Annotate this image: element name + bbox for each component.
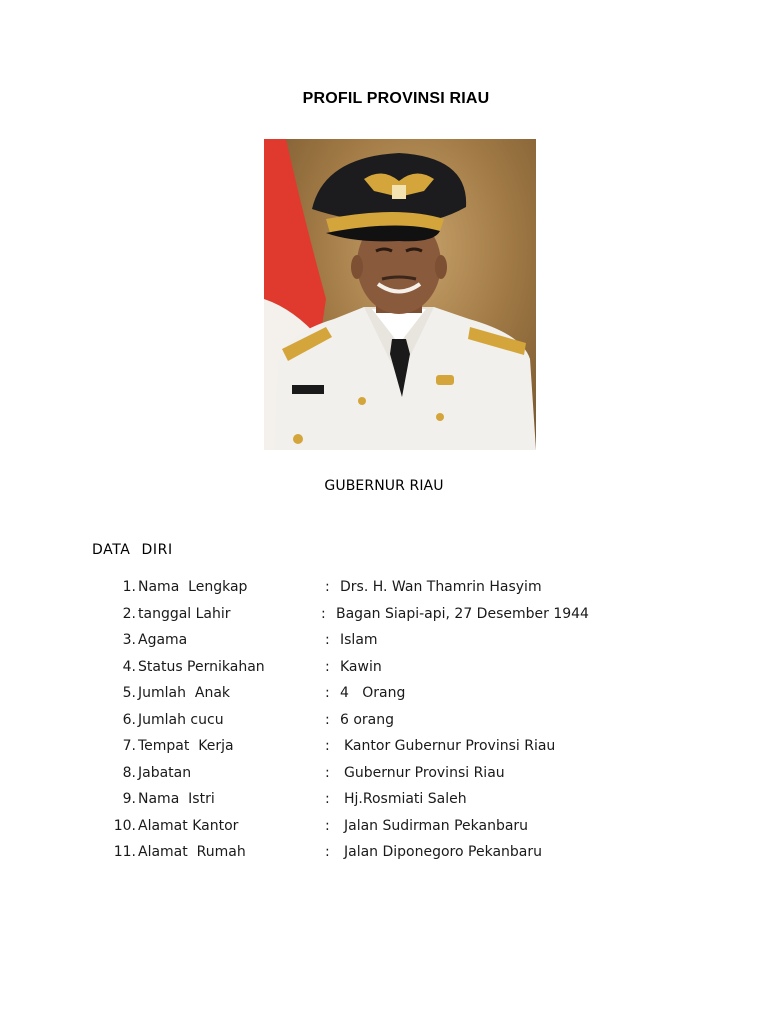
item-label: Jumlah Anak <box>138 685 231 701</box>
item-number: 7. <box>122 738 136 754</box>
item-label: Nama Istri <box>138 791 215 807</box>
item-value: 4 Orang <box>340 685 406 701</box>
item-separator: : <box>325 817 330 834</box>
governor-portrait-photo <box>264 139 536 450</box>
item-value: Drs. H. Wan Thamrin Hasyim <box>340 579 542 595</box>
item-label: Alamat Rumah <box>138 844 246 860</box>
item-number: 1. <box>122 579 136 595</box>
item-number: 3. <box>122 632 136 648</box>
item-label: Agama <box>138 632 188 648</box>
item-separator: : <box>325 791 330 807</box>
list-item <box>0 601 768 628</box>
list-item <box>0 813 768 840</box>
list-item <box>0 733 768 760</box>
item-number: 2. <box>122 605 136 622</box>
item-label: Jabatan <box>138 764 192 781</box>
list-item <box>0 839 768 866</box>
item-label: Alamat Kantor <box>138 817 239 834</box>
list-item <box>0 627 768 654</box>
item-value: Gubernur Provinsi Riau <box>344 764 505 781</box>
item-number: 9. <box>122 791 136 807</box>
item-value: Jalan Diponegoro Pekanbaru <box>344 844 542 860</box>
item-label: tanggal Lahir <box>138 605 231 622</box>
portrait-illustration <box>264 139 536 450</box>
item-value: Bagan Siapi-api, 27 Desember 1944 <box>336 605 589 622</box>
list-item <box>0 574 768 601</box>
list-item <box>0 760 768 787</box>
item-separator: : <box>325 844 330 860</box>
list-item <box>0 786 768 813</box>
item-value: Kawin <box>340 658 382 675</box>
list-item <box>0 680 768 707</box>
item-value: Jalan Sudirman Pekanbaru <box>344 817 529 834</box>
item-value: 6 orang <box>340 711 395 728</box>
item-label: Nama Lengkap <box>138 579 248 595</box>
personal-data-list <box>0 574 768 866</box>
item-number: 11. <box>113 844 136 860</box>
item-separator: : <box>325 579 330 595</box>
list-item <box>0 654 768 681</box>
item-separator: : <box>325 658 330 675</box>
item-label: Status Pernikahan <box>138 658 265 675</box>
item-number: 6. <box>122 711 136 728</box>
item-label: Tempat Kerja <box>138 738 234 754</box>
item-value: Hj.Rosmiati Saleh <box>344 791 467 807</box>
item-number: 8. <box>122 764 136 781</box>
item-separator: : <box>325 632 330 648</box>
item-number: 10. <box>113 817 136 834</box>
item-separator: : <box>325 711 330 728</box>
item-label: Jumlah cucu <box>138 711 224 728</box>
item-number: 4. <box>122 658 136 675</box>
item-separator: : <box>321 605 326 622</box>
item-separator: : <box>325 738 330 754</box>
item-separator: : <box>325 764 330 781</box>
item-value: Islam <box>340 632 378 648</box>
item-number: 5. <box>122 685 136 701</box>
photo-caption: GUBERNUR RIAU <box>324 478 444 494</box>
item-separator: : <box>325 685 330 701</box>
list-item <box>0 707 768 734</box>
section-heading: DATA DIRI <box>92 542 173 558</box>
item-value: Kantor Gubernur Provinsi Riau <box>344 738 556 754</box>
page-title: PROFIL PROVINSI RIAU <box>302 90 490 107</box>
